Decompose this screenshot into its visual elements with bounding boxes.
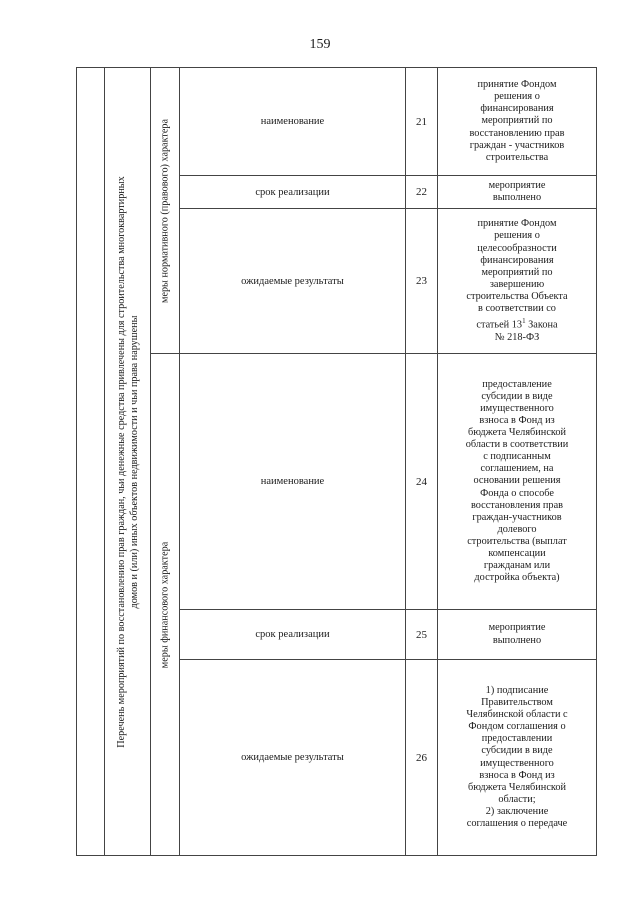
table-row — [77, 68, 597, 176]
row-name: наименование — [180, 354, 406, 610]
row-name: ожидаемые результаты — [180, 660, 406, 856]
group-financial-cell — [151, 354, 180, 856]
row-value: 1) подписание Правительством Челябинской области с Фондом соглашения о предоставлении субсидии в виде имущественного взноса в Фонд из бюджета Челябинской области; 2) заключение соглашения о передаче — [466, 684, 568, 829]
row-number: 24 — [406, 354, 438, 610]
page-number: 159 — [309, 37, 331, 52]
row-number: 26 — [406, 660, 438, 856]
section-title-line-1: Перечень мероприятий по восстановлению прав граждан, чьи денежные средства привлечены для строительства многоквартирных — [115, 175, 127, 748]
row-number: 22 — [406, 176, 438, 209]
row-value-tail: Закона — [525, 319, 558, 331]
row-value: принятие Фондом решения о финансирования мероприятий по восстановлению прав граждан - участников строительства — [469, 79, 565, 163]
blank-column-cell — [77, 68, 105, 856]
group-legal-cell — [151, 68, 180, 354]
row-value: мероприятие выполнено — [488, 622, 546, 646]
superscript: 1 — [522, 317, 526, 326]
row-name: срок реализации — [180, 610, 406, 660]
law-reference: № 218-ФЗ — [494, 331, 540, 343]
row-number: 21 — [406, 68, 438, 176]
row-name: наименование — [180, 68, 406, 176]
row-name: срок реализации — [180, 176, 406, 209]
group-financial-label: меры финансового характера — [159, 541, 171, 668]
group-legal-label: меры нормативного (правового) характера — [159, 118, 171, 303]
row-value: предоставление субсидии в виде имущественного взноса в Фонд из бюджета Челябинской области в соответствии с подписанным соглашением, на основании решения Фонда о способе восстановления прав граждан-участников долевого строительства (выплат компенсации гражданам или достройка объекта) — [465, 378, 569, 584]
row-number: 25 — [406, 610, 438, 660]
section-title-cell — [105, 68, 151, 856]
row-value: принятие Фондом решения о целесообразности финансирования мероприятий по завершению строительства Объекта в соответствии со статьей 13 — [466, 218, 568, 331]
section-title-line-2: домов и (или) иных объектов недвижимости и чьи права нарушены — [128, 315, 140, 608]
table-row — [77, 354, 597, 610]
row-number: 23 — [406, 209, 438, 354]
measures-table — [76, 67, 597, 856]
row-name: ожидаемые результаты — [180, 209, 406, 354]
row-value: мероприятие выполнено — [488, 179, 546, 203]
